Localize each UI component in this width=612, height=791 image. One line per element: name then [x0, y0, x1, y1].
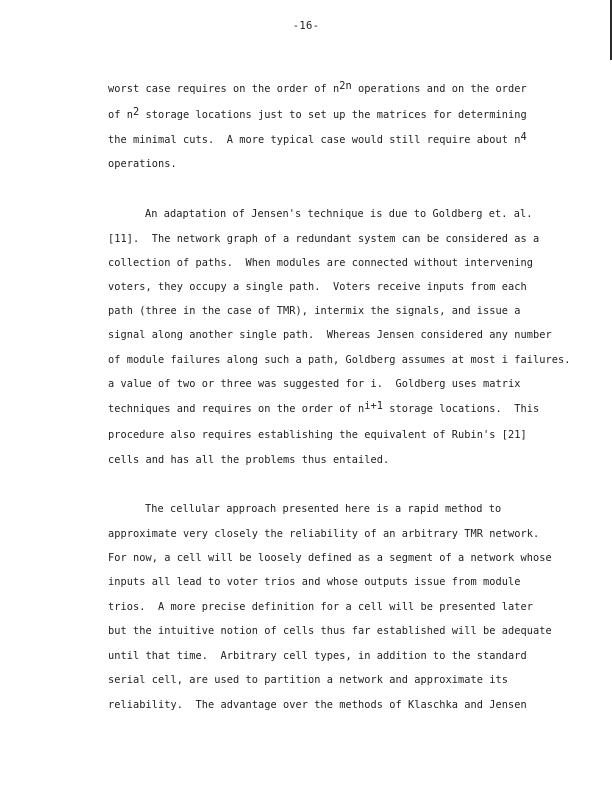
- text-line: the minimal cuts. A more typical case would still require about $n^4$: [108, 130, 527, 146]
- text-line: of $n^2$ storage locations just to set up the matrices for determining: [108, 105, 527, 121]
- text-line: worst case requires on the order of $n^{2n}$ operations and on the order: [108, 79, 527, 95]
- text-line: serial cell, are used to partition a network and approximate its: [108, 674, 508, 686]
- text-line: An adaptation of Jensen's technique is due to Goldberg et. al.: [145, 208, 533, 220]
- text-line: [11]. The network graph of a redundant system can be considered as a: [108, 233, 540, 245]
- text-line: until that time. Arbitrary cell types, in addition to the standard: [108, 650, 527, 662]
- text-line: techniques and requires on the order of $n^{i+1}$ storage locations. This: [108, 399, 540, 415]
- text-line: trios. A more precise definition for a cell will be presented later: [108, 601, 533, 613]
- text-line: collection of paths. When modules are connected without intervening: [108, 257, 533, 269]
- text-line: procedure also requires establishing the equivalent of Rubin's [21]: [108, 429, 527, 441]
- text-line: voters, they occupy a single path. Voters receive inputs from each: [108, 281, 527, 293]
- text-line: path (three in the case of TMR), intermix the signals, and issue a: [108, 305, 521, 317]
- page-number: -16-: [292, 20, 320, 32]
- text-line: of module failures along such a path, Goldberg assumes at most i failures.: [108, 354, 571, 366]
- text-line: approximate very closely the reliability of an arbitrary TMR network.: [108, 528, 540, 540]
- text-line: but the intuitive notion of cells thus far established will be adequate: [108, 625, 552, 637]
- text-line: For now, a cell will be loosely defined as a segment of a network whose: [108, 552, 552, 564]
- text-line: inputs all lead to voter trios and whose outputs issue from module: [108, 576, 521, 588]
- text-line: The cellular approach presented here is a rapid method to: [145, 503, 502, 515]
- text-line: cells and has all the problems thus entailed.: [108, 454, 390, 466]
- text-line: operations.: [108, 158, 177, 170]
- text-line: reliability. The advantage over the methods of Klaschka and Jensen: [108, 699, 527, 711]
- text-line: signal along another single path. Whereas Jensen considered any number: [108, 329, 552, 341]
- text-line: a value of two or three was suggested for i. Goldberg uses matrix: [108, 378, 521, 390]
